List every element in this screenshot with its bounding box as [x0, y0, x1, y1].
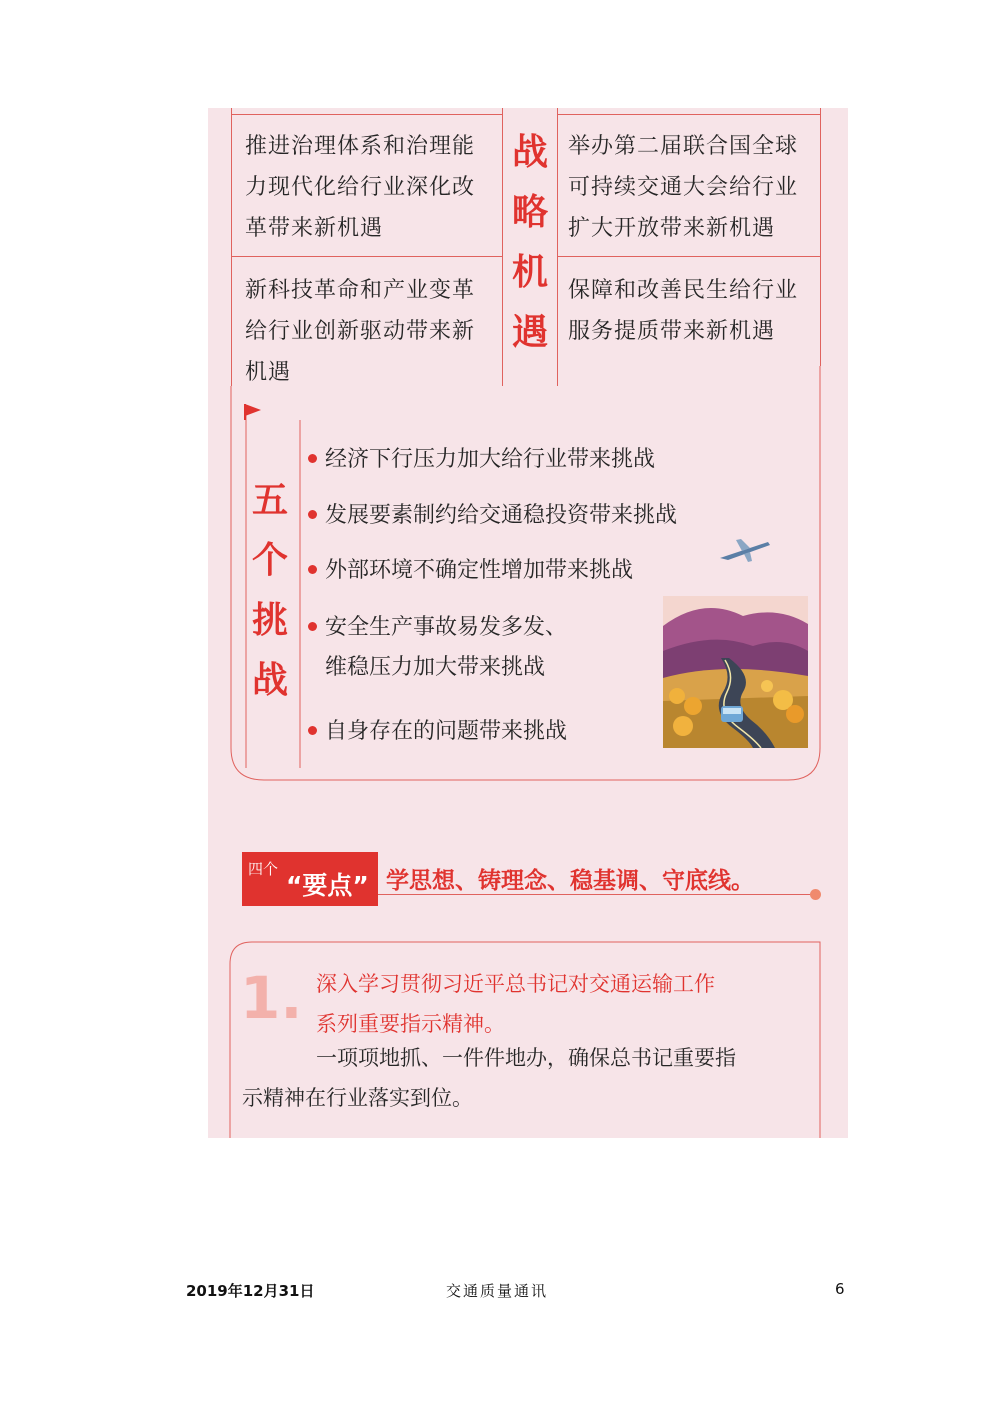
challenge-item-4-cont: 维稳压力加大带来挑战 — [325, 655, 546, 680]
airplane-icon — [718, 536, 772, 564]
banner-underline — [378, 894, 812, 895]
challenge-item-2: 发展要素制约给交通稳投资带来挑战 — [308, 496, 677, 536]
challenges-heading: 五个挑战 — [251, 479, 288, 701]
challenge-item-1: 经济下行压力加大给行业带来挑战 — [308, 440, 655, 480]
flag-icon — [243, 404, 263, 420]
point-1-title-line1: 深入学习贯彻习近平总书记对交通运输工作 — [316, 972, 715, 996]
road-landscape-image — [663, 596, 808, 748]
challenge-item-5: 自身存在的问题带来挑战 — [308, 712, 567, 752]
key-points-summary: 学思想、铸理念、稳基调、守底线。 — [386, 868, 754, 894]
point-1-body-line1: 一项项地抓、一件件地办，确保总书记重要指 — [316, 1046, 736, 1070]
bullet-icon — [308, 565, 317, 574]
opportunity-cell-2: 举办第二届联合国全球可持续交通大会给行业扩大开放带来新机遇 — [568, 134, 799, 241]
opportunity-cell-4: 保障和改善民生给行业服务提质带来新机遇 — [568, 278, 799, 344]
bullet-icon — [308, 510, 317, 519]
opportunity-cell-3: 新科技革命和产业变革给行业创新驱动带来新机遇 — [245, 278, 476, 385]
point-1-number: 1. — [240, 964, 303, 1032]
opportunity-cell-1: 推进治理体系和治理能力现代化给行业深化改革带来新机遇 — [245, 134, 476, 241]
challenge-item-4: 安全生产事故易发多发、 — [308, 608, 567, 648]
content-panel — [208, 108, 848, 1138]
banner-end-dot — [810, 889, 821, 900]
bullet-icon — [308, 726, 317, 735]
footer-publication: 交通质量通讯 — [446, 1282, 549, 1300]
bullet-icon — [308, 622, 317, 631]
footer-page-number: 6 — [835, 1280, 845, 1298]
badge-main: “要点” — [286, 871, 369, 900]
badge-prefix: 四个 — [248, 860, 279, 878]
point-1-title-line2: 系列重要指示精神。 — [316, 1012, 505, 1036]
bullet-icon — [308, 454, 317, 463]
key-points-badge — [242, 852, 378, 906]
challenge-item-3: 外部环境不确定性增加带来挑战 — [308, 551, 633, 591]
footer-date: 2019年12月31日 — [186, 1282, 315, 1300]
opportunities-heading: 战略机遇 — [511, 131, 548, 353]
point-1-body-line2: 示精神在行业落实到位。 — [242, 1086, 473, 1110]
